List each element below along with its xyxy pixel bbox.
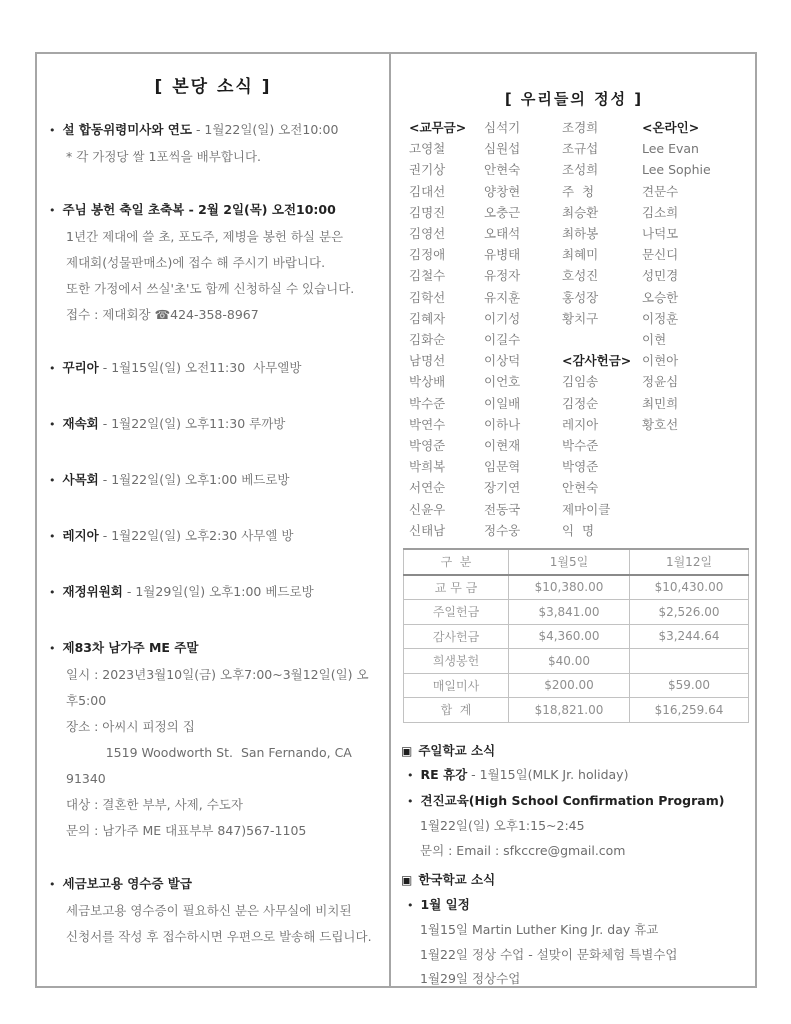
parish-news-title: [ 본당 소식 ] <box>154 77 272 97</box>
donor-name: 유병태 <box>484 247 521 263</box>
donor-name: 오태석 <box>484 226 521 242</box>
bullet-icon: • <box>49 362 56 375</box>
donor-name: 안현숙 <box>484 162 521 178</box>
news-item <box>49 355 377 382</box>
amount-cell: $2,526.00 <box>630 600 749 625</box>
amount-cell: $59.00 <box>630 673 749 698</box>
bullet-icon: • <box>49 124 56 137</box>
news-item-date: - 1월22일(일) 오후11:30 루까방 <box>98 416 286 431</box>
donor-name: 심원섭 <box>484 141 521 157</box>
square-marker-icon: ▣ <box>401 743 413 758</box>
bullet-icon: • <box>49 204 56 217</box>
school-section-heading: 주일학교 소식 <box>418 742 496 758</box>
news-item-detail: 장소 : 아씨시 피정의 집 <box>66 719 195 734</box>
amount-cell: $3,244.64 <box>630 624 749 649</box>
donor-name: 제마이클 <box>562 501 611 517</box>
donor-name: 익 명 <box>562 522 595 538</box>
school-bullet-title: RE 휴강 <box>420 767 468 783</box>
news-item-date: - 1월22일(일) 오전10:00 <box>191 122 339 137</box>
donor-name: 김영선 <box>409 226 446 242</box>
donor-name: 김혜자 <box>409 310 446 326</box>
school-section-heading: 한국학교 소식 <box>418 872 496 888</box>
table-row <box>404 575 749 600</box>
news-item <box>49 871 377 950</box>
donor-name: 견문수 <box>642 183 679 199</box>
news-item <box>49 411 377 438</box>
offerings-column <box>391 54 755 986</box>
table-header-cell: 1월12일 <box>630 549 749 575</box>
donor-name: 성민경 <box>642 268 679 284</box>
donor-name <box>642 520 749 541</box>
donor-name: 조규섭 <box>562 141 599 157</box>
donor-name-grid <box>409 117 749 541</box>
news-item-title: 세금보고용 영수증 발급 <box>62 876 192 891</box>
donor-name: 최하봉 <box>562 226 599 242</box>
news-item-detail: 1년간 제대에 쓸 초, 포도주, 제병을 봉헌 하실 분은 <box>66 229 344 244</box>
donor-name: 이현아 <box>642 353 679 369</box>
donor-name: 박영준 <box>562 459 599 475</box>
school-bullet-date: - 1월15일(MLK Jr. holiday) <box>467 767 629 783</box>
donor-name: 박영준 <box>409 438 446 454</box>
news-item-date: - 1월15일(일) 오전11:30 사무엘방 <box>98 360 302 375</box>
donor-name: 고영철 <box>409 141 446 157</box>
bulletin-sheet <box>35 52 757 988</box>
donor-name: 김정순 <box>562 395 599 411</box>
news-item <box>49 579 377 606</box>
donor-name: 유지훈 <box>484 289 521 305</box>
news-item-heading <box>49 467 377 494</box>
donor-name: 박연수 <box>409 416 446 432</box>
donor-name: 박수준 <box>409 395 446 411</box>
donor-name: 최혜미 <box>562 247 599 263</box>
news-item-detail: 세금보고용 영수증이 필요하신 분은 사무실에 비치된 <box>66 903 352 918</box>
news-item-date: - 1월22일(일) 오후1:00 베드로방 <box>98 472 290 487</box>
bullet-icon: • <box>49 586 56 599</box>
amount-cell: $10,430.00 <box>630 575 749 600</box>
donor-name: 서연순 <box>409 480 446 496</box>
amount-cell: $200.00 <box>509 673 630 698</box>
bullet-icon: • <box>49 474 56 487</box>
news-item-detail: 제대회(성물판매소)에 접수 해 주시기 바랍니다. <box>66 255 326 270</box>
donor-name: 김명진 <box>409 204 446 220</box>
donor-name: 김임송 <box>562 374 599 390</box>
amount-cell: $16,259.64 <box>630 698 749 723</box>
donor-name: 이기성 <box>484 310 521 326</box>
offerings-table-body <box>404 575 749 723</box>
donor-name: 홍성장 <box>562 289 599 305</box>
amount-cell: $3,841.00 <box>509 600 630 625</box>
news-item-detail: 접수 : 제대회장 ☎424-358-8967 <box>66 307 259 322</box>
row-label-cell: 매일미사 <box>404 673 509 698</box>
donor-name: 임문혁 <box>484 459 521 475</box>
donor-name: 이현재 <box>484 438 521 454</box>
donor-name: 양창현 <box>484 183 521 199</box>
news-item-detail: 대상 : 결혼한 부부, 사제, 수도자 <box>66 797 243 812</box>
amount-cell: $10,380.00 <box>509 575 630 600</box>
donor-name: 신태남 <box>409 522 446 538</box>
news-item-heading <box>49 411 377 438</box>
bullet-icon: • <box>407 898 414 912</box>
bullet-icon: • <box>49 642 56 655</box>
donor-name: 김대선 <box>409 183 446 199</box>
row-label-cell: 합 계 <box>404 698 509 723</box>
school-detail: 1월15일 Martin Luther King Jr. day 휴교 <box>420 922 659 938</box>
row-label-cell: 감사헌금 <box>404 624 509 649</box>
donor-name: 신윤우 <box>409 501 446 517</box>
school-detail: 1월22일 정상 수업 - 설맞이 문화체험 특별수업 <box>420 946 678 962</box>
donor-name: 조성희 <box>562 162 599 178</box>
news-item-detail: 일시 : 2023년3월10일(금) 오후7:00~3월12일(일) 오후5:00 <box>66 667 369 708</box>
donor-name: 김학선 <box>409 289 446 305</box>
donor-name: Lee Sophie <box>642 162 711 178</box>
table-header-cell: 1월5일 <box>509 549 630 575</box>
donor-name: 이현 <box>642 332 667 348</box>
offerings-title: [ 우리들의 정성 ] <box>504 90 644 108</box>
school-detail: 1월29일 정상수업 <box>420 971 521 987</box>
donor-name: 이언호 <box>484 374 521 390</box>
donor-name: 유정자 <box>484 268 521 284</box>
donor-name: 권기상 <box>409 162 446 178</box>
news-item-title: 설 합동위령미사와 연도 <box>62 122 192 137</box>
news-item-detail: * 각 가정당 쌀 1포씩을 배부합니다. <box>66 149 262 164</box>
school-detail: 문의 : Email : sfkccre@gmail.com <box>420 842 626 858</box>
donor-name <box>642 477 749 498</box>
donor-name: 정수웅 <box>484 522 521 538</box>
donor-name <box>642 456 749 477</box>
school-bullet <box>401 893 749 919</box>
bullet-icon: • <box>407 769 414 783</box>
donor-name: 오충근 <box>484 204 521 220</box>
news-item-title: 사목회 <box>62 472 99 487</box>
table-row <box>404 624 749 649</box>
donor-name: 이길수 <box>484 332 521 348</box>
row-label-cell: 교 무 금 <box>404 575 509 600</box>
donor-group-header: <감사헌금> <box>562 353 632 369</box>
table-row <box>404 673 749 698</box>
school-detail: 1월22일(일) 오후1:15~2:45 <box>420 818 585 834</box>
donor-name <box>562 329 642 350</box>
donor-name: 호성진 <box>562 268 599 284</box>
donor-name: 나덕모 <box>642 226 679 242</box>
news-item-detail: 1519 Woodworth St. San Fernando, CA 91340 <box>66 745 356 786</box>
donor-name: 김철수 <box>409 268 446 284</box>
donor-name: 남명선 <box>409 353 446 369</box>
news-item-heading <box>49 117 377 144</box>
donor-name: 정윤심 <box>642 374 679 390</box>
donor-name: Lee Evan <box>642 141 699 157</box>
donor-name: 황호선 <box>642 416 679 432</box>
news-item-detail: 문의 : 남가주 ME 대표부부 847)567-1105 <box>66 823 307 838</box>
school-section <box>401 739 749 864</box>
parish-news-column <box>37 54 391 986</box>
donor-name: 주 청 <box>562 183 595 199</box>
news-item <box>49 197 377 328</box>
donor-name: 박상배 <box>409 374 446 390</box>
table-row <box>404 698 749 723</box>
donor-name <box>642 499 749 520</box>
news-item <box>49 117 377 170</box>
amount-cell: $18,821.00 <box>509 698 630 723</box>
donor-name: 이상덕 <box>484 353 521 369</box>
school-section-title <box>401 868 749 893</box>
news-item <box>49 523 377 550</box>
bullet-icon: • <box>407 794 414 808</box>
news-item-title: 꾸리아 <box>62 360 99 375</box>
news-item-heading <box>49 871 377 898</box>
donor-name: 이일배 <box>484 395 521 411</box>
table-header-row <box>404 549 749 575</box>
donor-name: 김화순 <box>409 332 446 348</box>
row-label-cell: 희생봉헌 <box>404 649 509 674</box>
news-item-detail: 신청서를 작성 후 접수하시면 우편으로 발송해 드립니다. <box>66 929 372 944</box>
donor-name: 황치구 <box>562 310 599 326</box>
news-item-title: 레지아 <box>62 528 99 543</box>
school-bullet-title: 1월 일정 <box>420 896 470 912</box>
news-item-date: - 1월29일(일) 오후1:00 베드로방 <box>122 584 314 599</box>
donor-name: 김정애 <box>409 247 446 263</box>
table-header-cell: 구 분 <box>404 549 509 575</box>
news-item-title: 재속회 <box>62 416 99 431</box>
news-item <box>49 635 377 844</box>
donor-name: 최승환 <box>562 204 599 220</box>
donor-name: 김소희 <box>642 204 679 220</box>
donor-group-header: <온라인> <box>642 120 700 135</box>
bullet-icon: • <box>49 530 56 543</box>
donor-name: 박수준 <box>562 438 599 454</box>
donor-group-header: <교무금> <box>409 120 467 135</box>
news-item <box>49 467 377 494</box>
news-item-detail: 또한 가정에서 쓰실'초'도 함께 신청하실 수 있습니다. <box>66 281 355 296</box>
news-item-title: 제83차 남가주 ME 주말 <box>62 640 199 655</box>
school-bullet-title: 견진교육(High School Confirmation Program) <box>420 792 725 808</box>
news-item-title: 재정위원회 <box>62 584 123 599</box>
donor-name: 전동국 <box>484 501 521 517</box>
school-section <box>401 868 749 992</box>
school-section-title <box>401 739 749 764</box>
donor-name: 최민희 <box>642 395 679 411</box>
table-row <box>404 600 749 625</box>
donor-name: 이하나 <box>484 416 521 432</box>
row-label-cell: 주일헌금 <box>404 600 509 625</box>
donor-name: 이정훈 <box>642 310 679 326</box>
bullet-icon: • <box>49 878 56 891</box>
school-bullet <box>401 763 749 789</box>
news-item-heading <box>49 579 377 606</box>
donor-name: 오승한 <box>642 289 679 305</box>
offerings-table <box>403 548 749 723</box>
amount-cell: $4,360.00 <box>509 624 630 649</box>
news-item-title: 주님 봉헌 축일 초축복 - 2월 2일(목) 오전10:00 <box>62 202 336 217</box>
donor-name <box>642 435 749 456</box>
news-item-heading <box>49 355 377 382</box>
donor-name: 심석기 <box>484 120 521 135</box>
offerings-table-head <box>404 549 749 575</box>
donor-name: 조경희 <box>562 120 599 135</box>
bullet-icon: • <box>49 418 56 431</box>
news-item-heading <box>49 523 377 550</box>
donor-name: 레지아 <box>562 416 599 432</box>
news-item-date: - 1월22일(일) 오후2:30 사무엘 방 <box>98 528 294 543</box>
square-marker-icon: ▣ <box>401 873 413 888</box>
table-row <box>404 649 749 674</box>
donor-name: 박희복 <box>409 459 446 475</box>
school-sections <box>401 739 749 992</box>
news-item-heading <box>49 635 377 662</box>
school-bullet <box>401 789 749 815</box>
donor-name: 장기연 <box>484 480 521 496</box>
amount-cell: $40.00 <box>509 649 630 674</box>
parish-news-items <box>49 117 377 950</box>
donor-name: 안현숙 <box>562 480 599 496</box>
news-item-heading <box>49 197 377 224</box>
amount-cell <box>630 649 749 674</box>
donor-name: 문신디 <box>642 247 679 263</box>
